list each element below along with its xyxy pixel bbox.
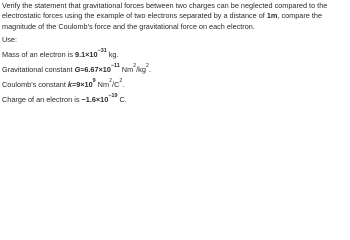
gravitational-constant-approx: ≈ xyxy=(80,65,85,75)
coulomb-constant-end: . xyxy=(122,80,125,90)
question-text xyxy=(2,1,348,32)
coulomb-constant-unit-exp: 2 xyxy=(109,78,113,85)
question-text-part-2: , compare the magnitude of the Coulomb's force and the gravitational force on each electron. xyxy=(2,11,323,31)
gravitational-constant-unit-exp: 2 xyxy=(133,63,137,70)
coulomb-constant-label: Coulomb's constant xyxy=(2,80,68,90)
coulomb-constant-unit: Nm xyxy=(95,80,110,90)
electron-charge-label: Charge of an electron is xyxy=(2,95,82,105)
gravitational-constant-symbol: G xyxy=(74,65,81,75)
coulomb-constant-symbol: k xyxy=(67,80,72,90)
gravitational-constant-label: Gravitational constant xyxy=(2,65,75,75)
use-label: Use: xyxy=(2,35,18,45)
coulomb-constant-line xyxy=(2,80,348,90)
electron-mass-unit: kg. xyxy=(106,50,119,60)
problem-statement xyxy=(0,0,350,116)
gravitational-constant-mantissa: 6.67×10 xyxy=(84,65,111,75)
coulomb-constant-exponent: 9 xyxy=(92,78,96,85)
gravitational-constant-unit-tail: /kg xyxy=(136,65,146,75)
gravitational-constant-end: . xyxy=(148,65,151,75)
electron-charge-line xyxy=(2,95,348,105)
coulomb-constant-unit-tail: /C xyxy=(112,80,120,90)
gravitational-constant-unit: Nm xyxy=(119,65,134,75)
electron-mass-exponent: −31 xyxy=(97,48,107,55)
electron-mass-mantissa: 9.1×10 xyxy=(75,50,98,60)
gravitational-constant-unit-tail-exp: 2 xyxy=(145,63,149,70)
question-text-part-1: Verify the statement that gravitational forces between two charges can be neglected compared to the electrostatic forces using the example of two electrons separated by a distance of xyxy=(2,1,328,21)
coulomb-constant-equals: = xyxy=(71,80,77,90)
gravitational-constant-exponent: −11 xyxy=(110,63,120,70)
gravitational-constant-line xyxy=(2,65,348,75)
electron-charge-unit: C. xyxy=(117,95,127,105)
distance-value: 1m xyxy=(266,11,278,21)
electron-charge-mantissa: −1.6×10 xyxy=(81,95,109,105)
coulomb-constant-mantissa: 9×10 xyxy=(76,80,93,90)
electron-mass-label: Mass of an electron is xyxy=(2,50,76,60)
electron-mass-line xyxy=(2,50,348,60)
coulomb-constant-unit-tail-exp: 2 xyxy=(119,78,123,85)
electron-charge-exponent: −19 xyxy=(108,93,118,100)
